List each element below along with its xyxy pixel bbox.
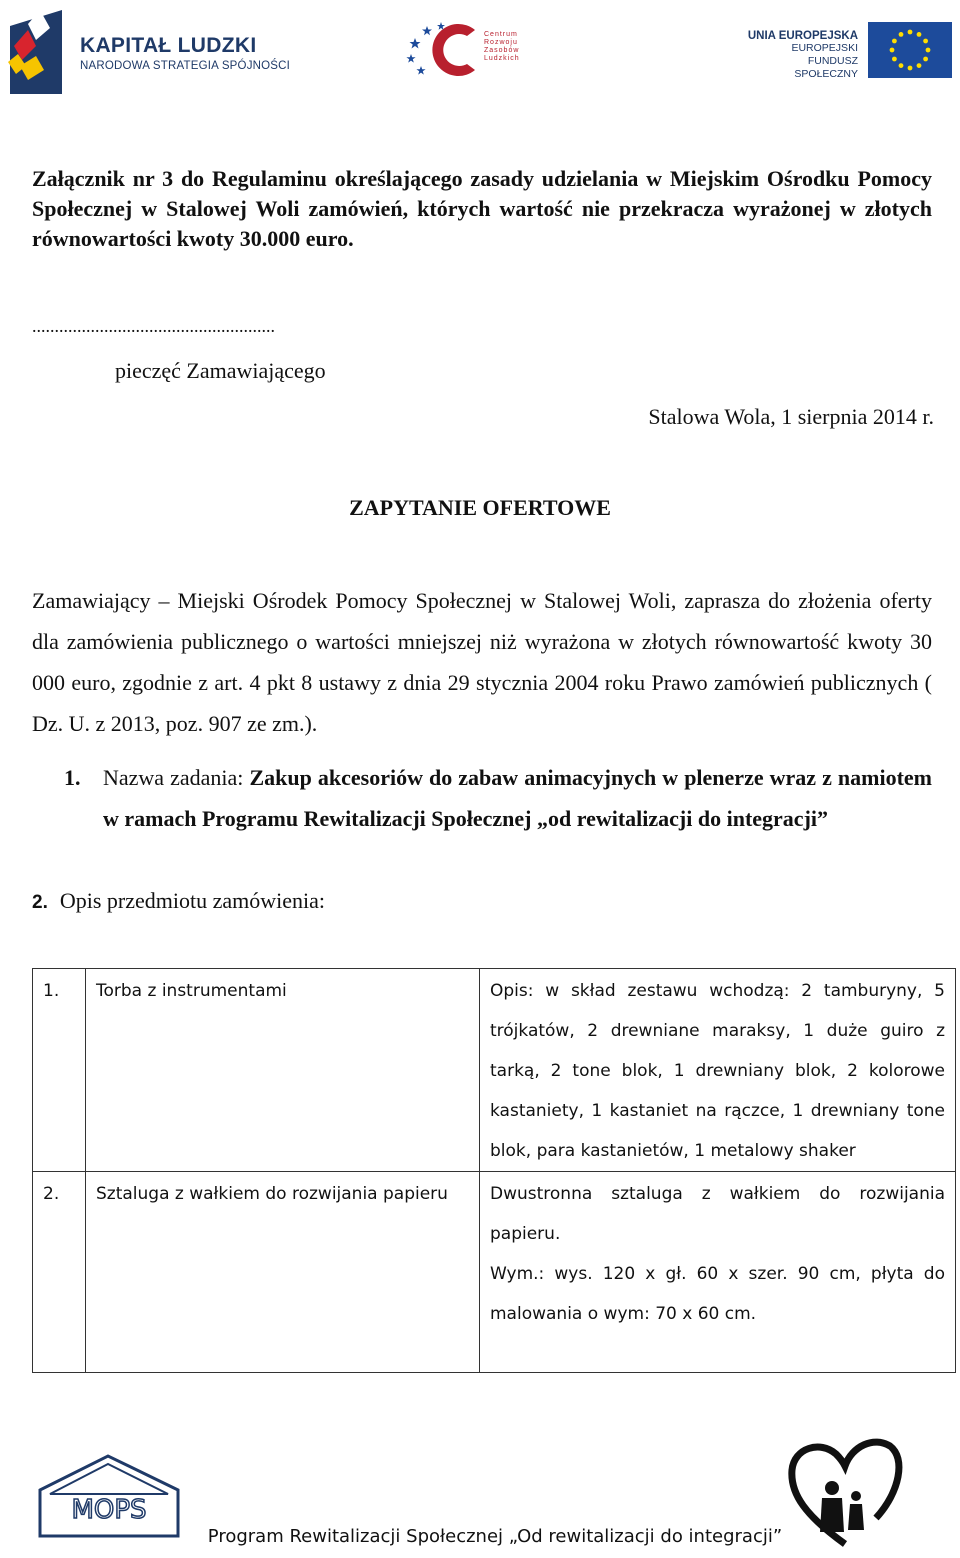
ue-subtitle-1: EUROPEJSKI bbox=[791, 42, 858, 54]
eu-flag-icon bbox=[868, 22, 952, 78]
kapital-title: KAPITAŁ LUDZKI bbox=[80, 34, 257, 57]
intro-paragraph: Zamawiający – Miejski Ośrodek Pomocy Społecznej w Stalowej Woli, zaprasza do złożenia oferty dla zamówienia publicznego o wartości mniejszej niż wyrażona w złotych równowartość kwoty 30 000 euro, zgodnie z art. 4 pkt 8 ustawy z dnia 29 stycznia 2004 roku Prawo zamówień publicznych ( Dz. U. z 2013, poz. 907 ze zm.). bbox=[32, 588, 932, 736]
table-row bbox=[33, 969, 956, 1172]
stamp-dots-line: ...................................................... bbox=[32, 316, 275, 336]
list-item-number: 2. bbox=[32, 892, 48, 913]
table-cell-number: 2. bbox=[33, 1172, 86, 1373]
table-cell-description bbox=[480, 1172, 956, 1373]
description-label: Opis przedmiotu zamówienia: bbox=[59, 888, 326, 913]
crzl-line: Centrum bbox=[484, 31, 518, 38]
attachment-heading: Załącznik nr 3 do Regulaminu określającego zasady udzielania w Miejskim Ośrodku Pomocy Społecznej w Stalowej Woli zamówień, których wartość nie przekracza wyrażonej w złotych równowartości kwoty 30.000 euro. bbox=[32, 166, 932, 251]
heart-family-logo-icon bbox=[786, 1436, 904, 1548]
crzl-line: Rozwoju bbox=[484, 39, 518, 46]
crzl-text bbox=[484, 31, 520, 63]
place-date: Stalowa Wola, 1 sierpnia 2014 r. bbox=[648, 404, 934, 429]
task-name-body bbox=[103, 757, 932, 839]
ue-text bbox=[742, 30, 858, 81]
kapital-subtitle: NARODOWA STRATEGIA SPÓJNOŚCI bbox=[80, 60, 291, 72]
crzl-line: Ludzkich bbox=[484, 55, 520, 62]
stamp-label: pieczęć Zamawiającego bbox=[115, 358, 326, 383]
mops-logo-text: MOPS bbox=[71, 1495, 147, 1525]
document-title: ZAPYTANIE OFERTOWE bbox=[349, 495, 611, 520]
table-cell-name: Sztaluga z wałkiem do rozwijania papieru bbox=[86, 1172, 480, 1373]
task-name-label: Nazwa zadania: bbox=[103, 765, 250, 790]
dimensions-line: Wym.: wys. 120 x gł. 60 x szer. 90 cm, płyta do malowania o wym: 70 x 60 cm. bbox=[490, 1264, 945, 1324]
kapital-ludzki-text bbox=[80, 34, 290, 72]
ue-subtitle-2: FUNDUSZ SPOŁECZNY bbox=[794, 55, 858, 80]
footer-program: Program Rewitalizacji Społecznej „Od rewitalizacji do integracji” bbox=[207, 1526, 783, 1547]
task-name-value: Zakup akcesoriów do zabaw animacyjnych w plenerze wraz z namiotem w ramach Programu Rewitalizacji Społecznej „od rewitalizacji do integracji” bbox=[103, 765, 932, 831]
table-row bbox=[33, 1172, 956, 1373]
table-cell-name: Torba z instrumentami bbox=[86, 969, 480, 1172]
table-cell-number: 1. bbox=[33, 969, 86, 1172]
ue-title: UNIA EUROPEJSKA bbox=[747, 30, 858, 42]
crzl-logo-icon bbox=[405, 20, 483, 80]
items-table bbox=[32, 968, 956, 1373]
list-item-description bbox=[32, 880, 325, 923]
list-item-task-name bbox=[64, 757, 932, 839]
table-cell-description: Opis: w skład zestawu wchodzą: 2 tamburyny, 5 trójkatów, 2 drewniane maraksy, 1 duże guiro z tarką, 2 tone blok, 1 drewniany blok, 2 kolorowe kastaniety, 1 kastaniet na rączce, 1 drewniany tone blok, para kastanietów, 1 metalowy shaker bbox=[480, 969, 956, 1172]
kapital-ludzki-logo-icon bbox=[6, 6, 74, 98]
crzl-line: Zasobów bbox=[484, 47, 520, 54]
list-item-number: 1. bbox=[64, 765, 81, 790]
description-line: Dwustronna sztaluga z wałkiem do rozwijania papieru. bbox=[490, 1184, 945, 1244]
header-logos bbox=[0, 0, 960, 100]
